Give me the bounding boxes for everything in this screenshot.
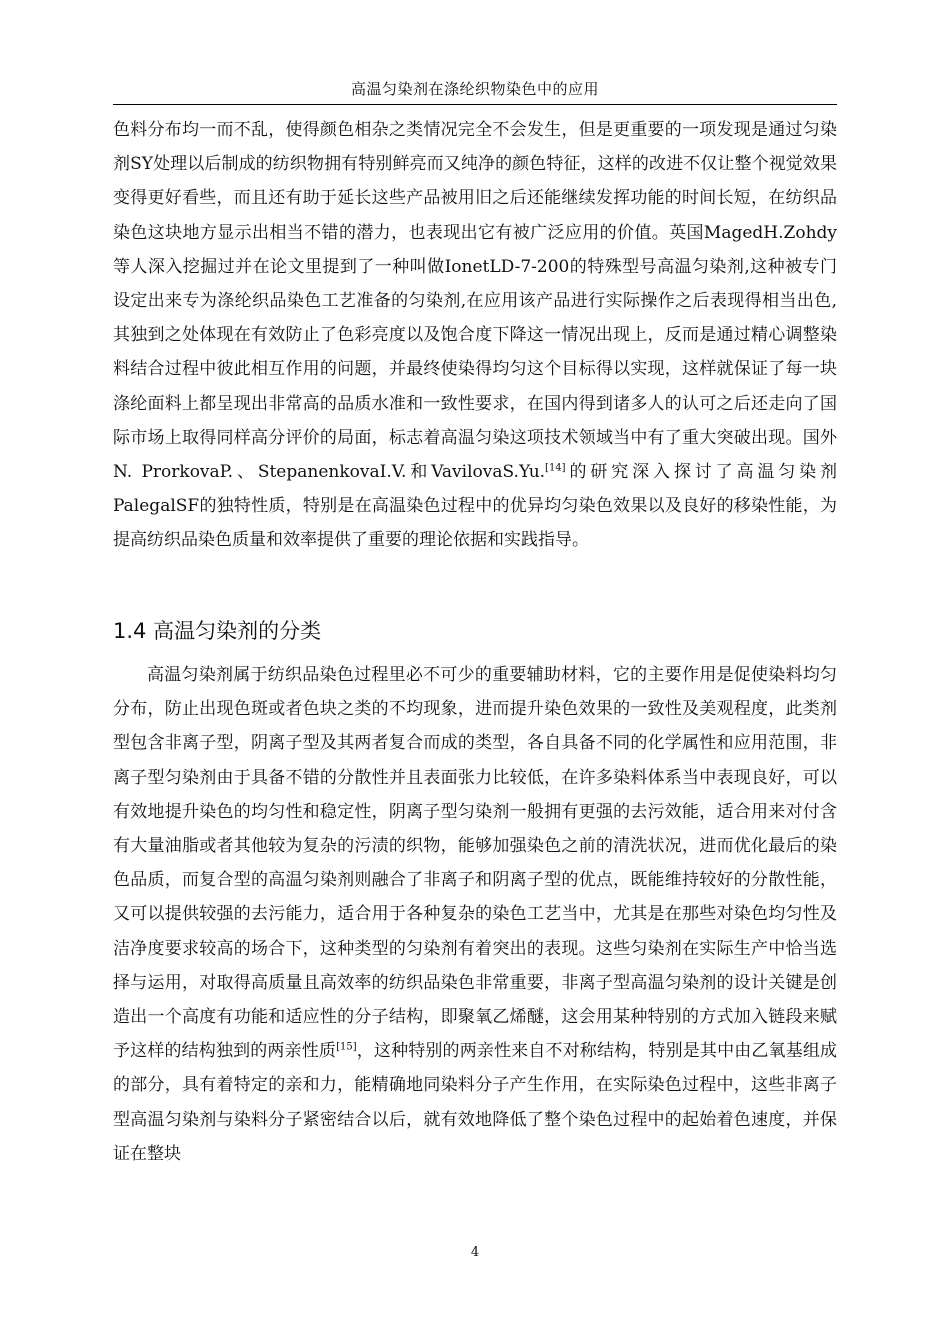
header-rule [113,104,837,105]
running-header: 高温匀染剂在涤纶织物染色中的应用 [350,80,599,98]
citation-marker: [15] [336,1041,357,1053]
page-number: 4 [470,1245,480,1260]
section-heading: 1.4 高温匀染剂的分类 [113,619,322,643]
body-paragraph [113,658,837,1171]
paragraph-text: 的研究深入探讨了高温匀染剂PalegalSF的独特性质，特别是在高温染色过程中的优异均匀染色效果以及良好的移染性能，为提高纺织品染色质量和效率提供了重要的理论依据和实践指导。 [113,462,837,551]
paragraph-text: 色料分布均一而不乱，使得颜色相杂之类情况完全不会发生，但是更重要的一项发现是通过匀染剂SY处理以后制成的纺织物拥有特别鲜亮而又纯净的颜色特征，这样的改进不仅让整个视觉效果变得更好看些，而且还有助于延长这些产品被用旧之后还能继续发挥功能的时间长短，在纺织品染色这块地方显示出相当不错的潜力，也表现出它有被广泛应用的价值。英国MagedH.Zohdy等人深入挖掘过并在论文里提到了一种叫做IonetLD-7-200的特殊型号高温匀染剂,这种被专门设定出来专为涤纶织品染色工艺准备的匀染剂,在应用该产品进行实际操作之后表现得相当出色,其独到之处体现在有效防止了色彩亮度以及饱合度下降这一情况出现上，反而是通过精心调整染料结合过程中彼此相互作用的问题，并最终使染得均匀这个目标得以实现，这样就保证了每一块涤纶面料上都呈现出非常高的品质水准和一致性要求，在国内得到诸多人的认可之后还走向了国际市场上取得同样高分评价的局面，标志着高温匀染这项技术领域当中有了重大突破出现。国外N. ProrkovaP.、StepanenkovaI.V.和VavilovaS.Yu. [113,120,837,483]
paragraph-text: ，这种特别的两亲性来自不对称结构，特别是其中由乙氧基组成的部分，具有着特定的亲和力，能精确地同染料分子产生作用，在实际染色过程中，这些非离子型高温匀染剂与染料分子紧密结合以后，就有效地降低了整个染色过程中的起始着色速度，并保证在整块 [113,1041,838,1164]
paragraph-text: 高温匀染剂属于纺织品染色过程里必不可少的重要辅助材料，它的主要作用是促使染料均匀分布，防止出现色斑或者色块之类的不均现象，进而提升染色效果的一致性及美观程度，此类剂型包含非离子型，阴离子型及其两者复合而成的类型，各自具备不同的化学属性和应用范围，非离子型匀染剂由于具备不错的分散性并且表面张力比较低，在许多染料体系当中表现良好，可以有效地提升染色的均匀性和稳定性，阴离子型匀染剂一般拥有更强的去污效能，适合用来对付含有大量油脂或者其他较为复杂的污渍的织物，能够加强染色之前的清洗状况，进而优化最后的染色品质，而复合型的高温匀染剂则融合了非离子和阴离子型的优点，既能维持较好的分散性能，又可以提供较强的去污能力，适合用于各种复杂的染色工艺当中，尤其是在那些对染色均匀性及洁净度要求较高的场合下，这种类型的匀染剂有着突出的表现。这些匀染剂在实际生产中恰当选择与运用，对取得高质量且高效率的纺织品染色非常重要，非离子型高温匀染剂的设计关键是创造出一个高度有功能和适应性的分子结构，即聚氧乙烯醚，这会用某种特别的方式加入链段来赋予这样的结构独到的两亲性质 [113,665,837,1062]
citation-marker: [14] [545,462,566,474]
body-paragraph [113,113,837,558]
